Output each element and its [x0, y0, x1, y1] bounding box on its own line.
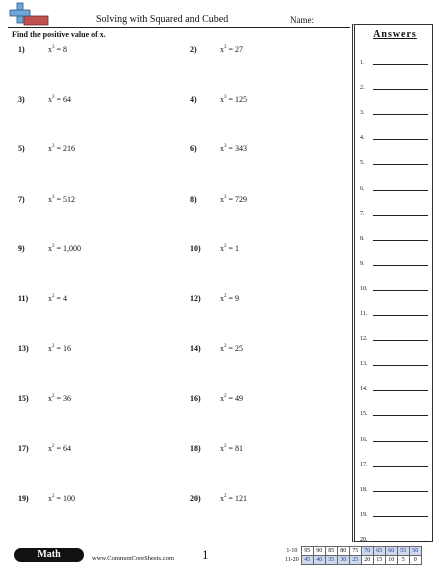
equation-rhs: = 125: [228, 95, 248, 104]
problem-number: 12): [190, 294, 201, 303]
score-table: [284, 546, 422, 565]
problem-equation: [48, 45, 67, 54]
answer-number: 7.: [360, 210, 365, 217]
equation-rhs: = 100: [56, 494, 76, 503]
problem-equation: [220, 294, 239, 303]
answer-row: [360, 533, 428, 543]
equation-variable: x: [48, 95, 52, 104]
problem-equation: [48, 244, 81, 253]
equation-exponent: 2: [52, 494, 55, 499]
math-badge: Math: [14, 548, 84, 562]
problem-number: 2): [190, 45, 197, 54]
problem-equation: [220, 394, 243, 403]
answer-blank[interactable]: [373, 89, 428, 90]
equation-rhs: = 729: [228, 195, 248, 204]
problem-number: 17): [18, 444, 29, 453]
answer-blank[interactable]: [373, 491, 428, 492]
problem-equation: [220, 95, 247, 104]
answer-blank[interactable]: [373, 240, 428, 241]
problem-number: 6): [190, 144, 197, 153]
answer-blank[interactable]: [373, 441, 428, 442]
answer-number: 13.: [360, 361, 368, 368]
answer-number: 6.: [360, 185, 365, 192]
problem-equation: [48, 344, 71, 353]
answer-row: [360, 357, 428, 367]
answer-blank[interactable]: [373, 415, 428, 416]
equation-exponent: 2: [224, 244, 227, 249]
answers-title: Answers: [373, 29, 417, 40]
score-cell: 30: [337, 556, 349, 565]
score-cell: 85: [325, 547, 337, 556]
answer-number: 5.: [360, 160, 365, 167]
answer-number: 11.: [360, 311, 368, 317]
answer-number: 20.: [360, 536, 368, 543]
answer-blank[interactable]: [373, 466, 428, 467]
answer-number: 15.: [360, 411, 368, 418]
answer-number: 1.: [360, 60, 365, 66]
score-range-label: 11-20: [285, 557, 299, 563]
problem-number: 10): [190, 244, 201, 253]
score-cell: 60: [385, 547, 397, 556]
equation-rhs: = 1,000: [56, 244, 82, 253]
equation-variable: x: [48, 344, 52, 353]
equation-variable: x: [220, 494, 224, 503]
score-cell: 55: [397, 547, 409, 556]
equation-rhs: = 512: [56, 195, 76, 204]
header-rule: [8, 27, 350, 28]
equation-variable: x: [220, 344, 224, 353]
equation-exponent: 3: [52, 45, 55, 50]
equation-variable: x: [220, 144, 224, 153]
answer-row: [360, 407, 428, 417]
score-cell: 80: [337, 547, 349, 556]
equation-exponent: 3: [52, 144, 55, 149]
score-cell: 75: [349, 547, 361, 556]
problem-equation: [220, 144, 247, 153]
equation-variable: x: [48, 244, 52, 253]
answer-row: [360, 182, 428, 192]
answer-row: [360, 433, 428, 443]
answer-number: 4.: [360, 135, 365, 142]
score-cell: 90: [313, 547, 325, 556]
equation-rhs: = 25: [228, 344, 244, 353]
answer-blank[interactable]: [373, 190, 428, 191]
answer-row: [360, 483, 428, 493]
problem-equation: [48, 144, 75, 153]
score-row: [284, 547, 421, 556]
answer-blank[interactable]: [373, 340, 428, 341]
answer-blank[interactable]: [373, 290, 428, 291]
score-cell: 45: [301, 556, 313, 565]
answer-row: [360, 131, 428, 141]
score-range-label: 1-10: [286, 548, 298, 554]
equation-variable: x: [220, 195, 224, 204]
equation-rhs: = 343: [228, 144, 248, 153]
name-label: Name:: [290, 15, 314, 25]
answer-blank[interactable]: [373, 315, 428, 316]
answer-blank[interactable]: [373, 64, 428, 65]
equation-variable: x: [220, 45, 224, 54]
equation-exponent: 2: [224, 394, 227, 399]
problem-equation: [48, 444, 71, 453]
score-cell: 25: [349, 556, 361, 565]
problem-number: 20): [190, 494, 201, 503]
answer-number: 19.: [360, 511, 368, 518]
problem-number: 3): [18, 95, 25, 104]
answer-blank[interactable]: [373, 541, 428, 542]
answer-number: 2.: [360, 85, 365, 92]
problem-equation: [48, 95, 71, 104]
equation-exponent: 2: [224, 344, 227, 349]
problem-number: 13): [18, 344, 29, 353]
problem-number: 5): [18, 144, 25, 153]
answer-row: [360, 508, 428, 518]
score-cell: 65: [373, 547, 385, 556]
answer-blank[interactable]: [373, 516, 428, 517]
answer-blank[interactable]: [373, 164, 428, 165]
equation-variable: x: [220, 444, 224, 453]
equation-variable: x: [48, 45, 52, 54]
equation-rhs: = 4: [56, 294, 68, 303]
equation-exponent: 3: [52, 95, 55, 100]
answer-number: 8.: [360, 235, 365, 242]
equation-variable: x: [220, 394, 224, 403]
score-cell: 35: [325, 556, 337, 565]
answer-blank[interactable]: [373, 215, 428, 216]
equation-exponent: 2: [52, 394, 55, 399]
equation-rhs: = 216: [56, 144, 76, 153]
equation-rhs: = 81: [228, 444, 244, 453]
logo-icon: [8, 2, 50, 28]
answer-row: [360, 282, 428, 292]
answer-blank[interactable]: [373, 365, 428, 366]
answer-blank[interactable]: [373, 390, 428, 391]
answer-number: 9.: [360, 260, 365, 267]
problem-equation: [220, 494, 247, 503]
answer-row: [360, 382, 428, 392]
problem-number: 18): [190, 444, 201, 453]
footer-site: www.CommonCoreSheets.com: [92, 555, 174, 562]
equation-variable: x: [220, 95, 224, 104]
score-cell: 5: [397, 556, 409, 565]
equation-exponent: 3: [224, 144, 227, 149]
equation-exponent: 3: [224, 195, 227, 200]
equation-rhs: = 9: [228, 294, 240, 303]
equation-rhs: = 1: [228, 244, 240, 253]
answer-number: 12.: [360, 336, 368, 343]
score-cell: 0: [409, 556, 421, 565]
equation-exponent: 3: [52, 244, 55, 249]
answer-number: 14.: [360, 386, 368, 393]
equation-exponent: 2: [224, 494, 227, 499]
answer-number: 18.: [360, 486, 368, 493]
equation-exponent: 2: [52, 294, 55, 299]
problem-equation: [48, 294, 67, 303]
equation-exponent: 2: [52, 444, 55, 449]
answer-blank[interactable]: [373, 265, 428, 266]
problem-number: 1): [18, 45, 25, 54]
answer-number: 16.: [360, 436, 368, 443]
equation-rhs: = 121: [228, 494, 248, 503]
page-number: 1: [202, 547, 209, 562]
problem-equation: [220, 244, 239, 253]
answer-number: 3.: [360, 110, 365, 117]
answer-blank[interactable]: [373, 139, 428, 140]
equation-variable: x: [220, 244, 224, 253]
answer-row: [360, 156, 428, 166]
score-row: [284, 556, 421, 565]
answer-row: [360, 257, 428, 267]
problem-number: 11): [18, 294, 29, 303]
problem-number: 19): [18, 494, 29, 503]
equation-rhs: = 64: [56, 444, 72, 453]
equation-exponent: 2: [224, 294, 227, 299]
problem-equation: [220, 195, 247, 204]
score-cell: 40: [313, 556, 325, 565]
problem-equation: [48, 195, 75, 204]
equation-variable: x: [48, 294, 52, 303]
score-cell: 20: [361, 556, 373, 565]
equation-rhs: = 8: [56, 45, 68, 54]
equation-rhs: = 49: [228, 394, 244, 403]
equation-variable: x: [48, 444, 52, 453]
equation-variable: x: [48, 144, 52, 153]
score-cell: 70: [361, 547, 373, 556]
problem-equation: [220, 444, 243, 453]
answer-row: [360, 458, 428, 468]
equation-exponent: 3: [224, 45, 227, 50]
problem-equation: [220, 344, 243, 353]
problem-number: 16): [190, 394, 201, 403]
score-cell: 10: [385, 556, 397, 565]
equation-exponent: 2: [224, 444, 227, 449]
equation-rhs: = 64: [56, 95, 72, 104]
problem-number: 8): [190, 195, 197, 204]
problem-number: 9): [18, 244, 25, 253]
equation-exponent: 3: [224, 95, 227, 100]
answer-row: [360, 307, 428, 317]
problem-equation: [48, 394, 71, 403]
answer-row: [360, 207, 428, 217]
answer-row: [360, 56, 428, 66]
answer-number: 10.: [360, 285, 368, 292]
answer-row: [360, 106, 428, 116]
answer-row: [360, 81, 428, 91]
problem-equation: [48, 494, 75, 503]
instructions: Find the positive value of x.: [12, 30, 106, 39]
equation-rhs: = 16: [56, 344, 72, 353]
answer-number: 17.: [360, 461, 368, 468]
problem-number: 4): [190, 95, 197, 104]
answer-blank[interactable]: [373, 114, 428, 115]
score-cell: 95: [301, 547, 313, 556]
score-cell: 15: [373, 556, 385, 565]
equation-exponent: 3: [52, 195, 55, 200]
equation-rhs: = 27: [228, 45, 244, 54]
equation-variable: x: [48, 195, 52, 204]
equation-variable: x: [48, 494, 52, 503]
answer-row: [360, 332, 428, 342]
equation-exponent: 2: [52, 344, 55, 349]
page-title: Solving with Squared and Cubed: [96, 14, 229, 25]
equation-rhs: = 36: [56, 394, 72, 403]
problem-equation: [220, 45, 243, 54]
equation-variable: x: [220, 294, 224, 303]
equation-variable: x: [48, 394, 52, 403]
score-cell: 50: [409, 547, 421, 556]
problem-number: 14): [190, 344, 201, 353]
problem-number: 7): [18, 195, 25, 204]
answer-row: [360, 232, 428, 242]
problem-number: 15): [18, 394, 29, 403]
